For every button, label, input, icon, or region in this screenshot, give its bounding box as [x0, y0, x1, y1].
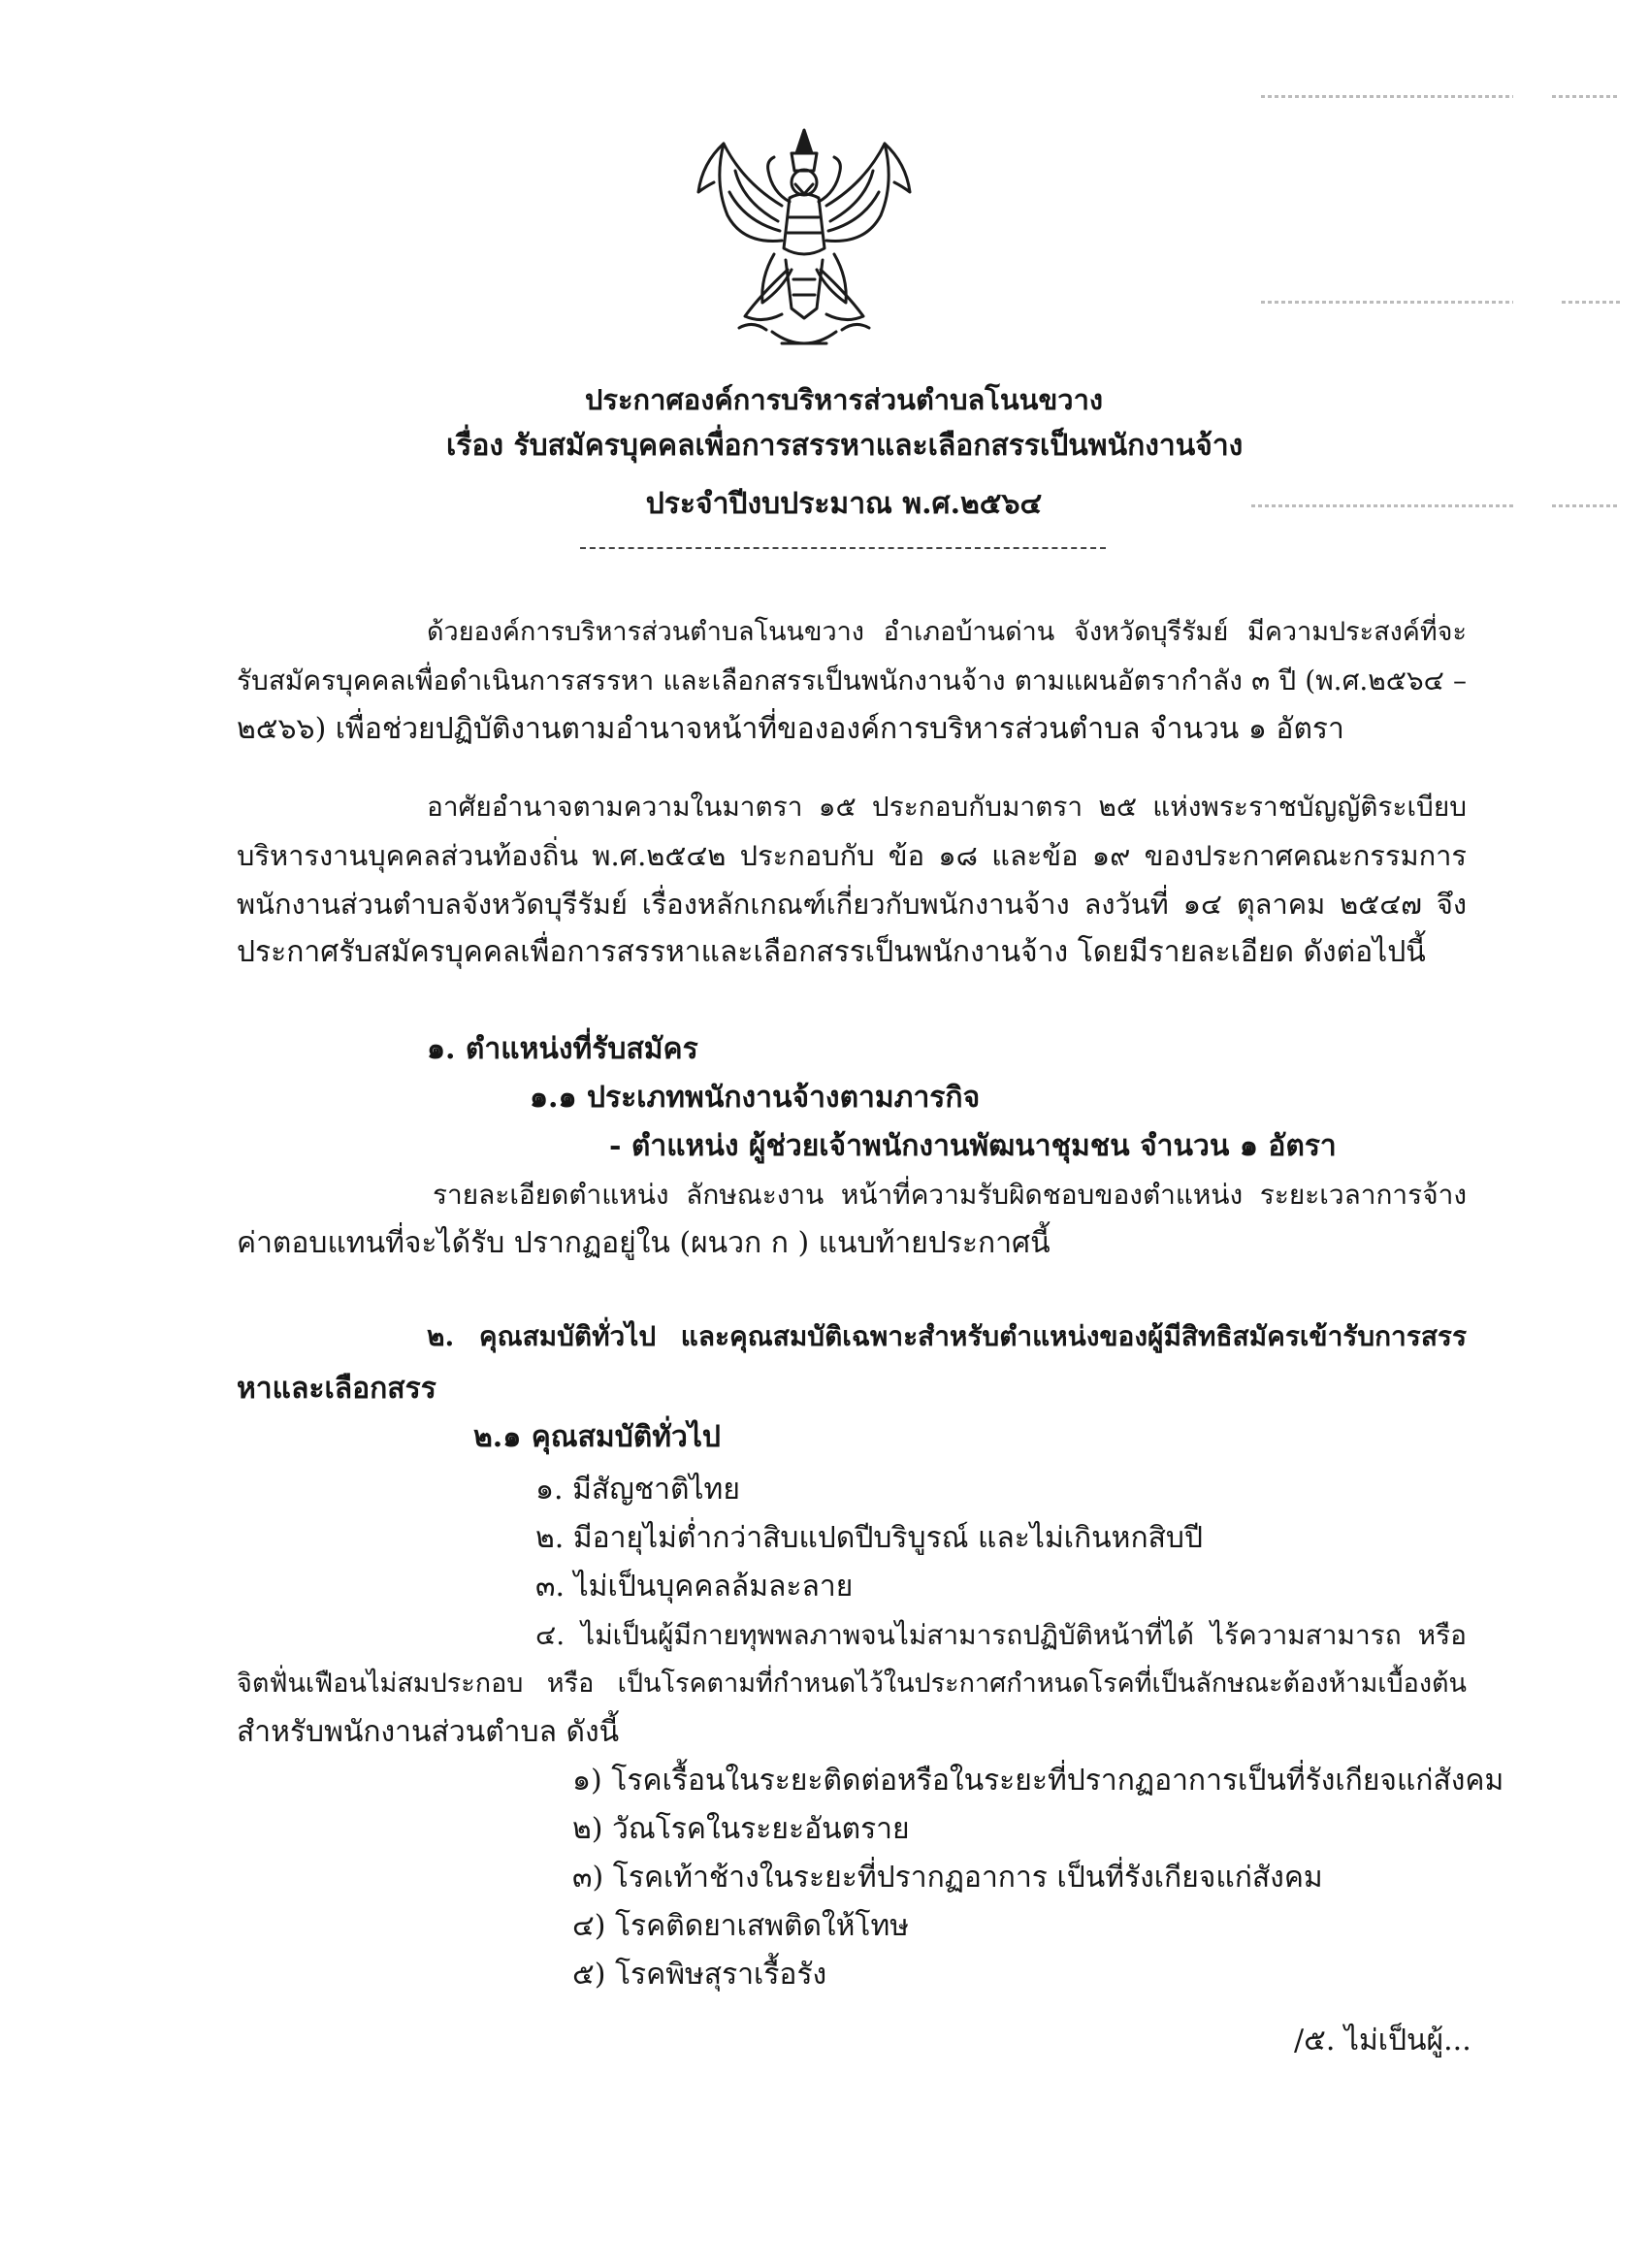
authority-line: อาศัยอำนาจตามความในมาตรา ๑๕ ประกอบกับมาตรา ๒๕ แห่งพระราชบัญญัติระเบียบ	[427, 791, 1467, 823]
authority-line: พนักงานส่วนตำบลจังหวัดบุรีรัมย์ เรื่องหลักเกณฑ์เกี่ยวกับพนักงานจ้าง ลงวันที่ ๑๔ ตุลาคม ๒๕๔๗ จึง	[237, 888, 1467, 921]
disease-item: ๔) โรคติดยาเสพติดให้โทษ	[572, 1909, 910, 1943]
section-2-1-heading: ๒.๑ คุณสมบัติทั่วไป	[473, 1420, 721, 1454]
position-detail-line: รายละเอียดตำแหน่ง ลักษณะงาน หน้าที่ความรับผิดชอบของตำแหน่ง ระยะเวลาการจ้าง	[433, 1179, 1467, 1211]
qualification-item-continued: สำหรับพนักงานส่วนตำบล ดังนี้	[237, 1715, 620, 1749]
scan-artifact	[1261, 95, 1513, 98]
intro-line: รับสมัครบุคคลเพื่อดำเนินการสรรหา และเลือกสรรเป็นพนักงานจ้าง ตามแผนอัตรากำลัง ๓ ปี (พ.ศ.๒๕๖๔ –	[237, 664, 1467, 697]
qualification-item: ๔. ไม่เป็นผู้มีกายทุพพลภาพจนไม่สามารถปฏิบัติหน้าที่ได้ ไร้ความสามารถ หรือ	[535, 1619, 1467, 1651]
section-2-heading: หาและเลือกสรร	[237, 1372, 436, 1406]
section-1-heading: ๑. ตำแหน่งที่รับสมัคร	[427, 1032, 698, 1066]
announcement-fiscal-year: ประจำปีงบประมาณ พ.ศ.๒๕๖๔	[645, 487, 1043, 521]
disease-item: ๒) วัณโรคในระยะอันตราย	[572, 1812, 910, 1846]
scan-artifact	[1562, 301, 1620, 304]
intro-line: ๒๕๖๖) เพื่อช่วยปฏิบัติงานตามอำนาจหน้าที่ขององค์การบริหารส่วนตำบล จำนวน ๑ อัตรา	[237, 712, 1344, 746]
scan-artifact	[1261, 301, 1513, 304]
scan-artifact	[1251, 504, 1513, 507]
authority-line: บริหารงานบุคคลส่วนท้องถิ่น พ.ศ.๒๕๔๒ ประกอบกับ ข้อ ๑๘ และข้อ ๑๙ ของประกาศคณะกรรมการ	[237, 839, 1467, 872]
section-2-heading: ๒. คุณสมบัติทั่วไป และคุณสมบัติเฉพาะสำหรับตำแหน่งของผู้มีสิทธิสมัครเข้ารับการสรร	[427, 1320, 1467, 1352]
disease-item: ๑) โรคเรื้อนในระยะติดต่อหรือในระยะที่ปรากฏอาการเป็นที่รังเกียจแก่สังคม	[572, 1764, 1504, 1798]
scan-artifact	[1552, 95, 1620, 98]
disease-item: ๓) โรคเท้าช้างในระยะที่ปรากฏอาการ เป็นที่รังเกียจแก่สังคม	[572, 1861, 1323, 1895]
qualification-item: ๑. มีสัญชาติไทย	[535, 1473, 740, 1507]
disease-item: ๕) โรคพิษสุราเรื้อรัง	[572, 1958, 827, 1992]
authority-line: ประกาศรับสมัครบุคคลเพื่อการสรรหาและเลือกสรรเป็นพนักงานจ้าง โดยมีรายละเอียด ดังต่อไปนี้	[237, 935, 1426, 969]
qualification-item: ๓. ไม่เป็นบุคคลล้มละลาย	[535, 1570, 854, 1604]
title-divider	[580, 547, 1106, 549]
position-title: - ตำแหน่ง ผู้ช่วยเจ้าพนักงานพัฒนาชุมชน จำนวน ๑ อัตรา	[609, 1129, 1337, 1163]
qualification-item-continued: จิตฟั่นเฟือนไม่สมประกอบ หรือ เป็นโรคตามที่กำหนดไว้ในประกาศกำหนดโรคที่เป็นลักษณะต้องห้ามเบื้องต้น	[237, 1669, 1467, 1699]
page-continuation: /๕. ไม่เป็นผู้...	[1294, 2024, 1471, 2057]
scan-artifact	[1552, 504, 1620, 507]
announcement-title: ประกาศองค์การบริหารส่วนตำบลโนนขวาง	[584, 383, 1104, 416]
qualification-item: ๒. มีอายุไม่ต่ำกว่าสิบแปดปีบริบูรณ์ และไม่เกินหกสิบปี	[535, 1521, 1204, 1555]
announcement-subject: เรื่อง รับสมัครบุคคลเพื่อการสรรหาและเลือกสรรเป็นพนักงานจ้าง	[446, 429, 1244, 463]
section-1-1-heading: ๑.๑ ประเภทพนักงานจ้างตามภารกิจ	[530, 1081, 981, 1115]
intro-line: ด้วยองค์การบริหารส่วนตำบลโนนขวาง อำเภอบ้านด่าน จังหวัดบุรีรัมย์ มีความประสงค์ที่จะ	[427, 617, 1467, 647]
garuda-emblem	[685, 124, 923, 363]
position-detail-line: ค่าตอบแทนที่จะได้รับ ปรากฏอยู่ใน (ผนวก ก ) แนบท้ายประกาศนี้	[237, 1226, 1051, 1260]
